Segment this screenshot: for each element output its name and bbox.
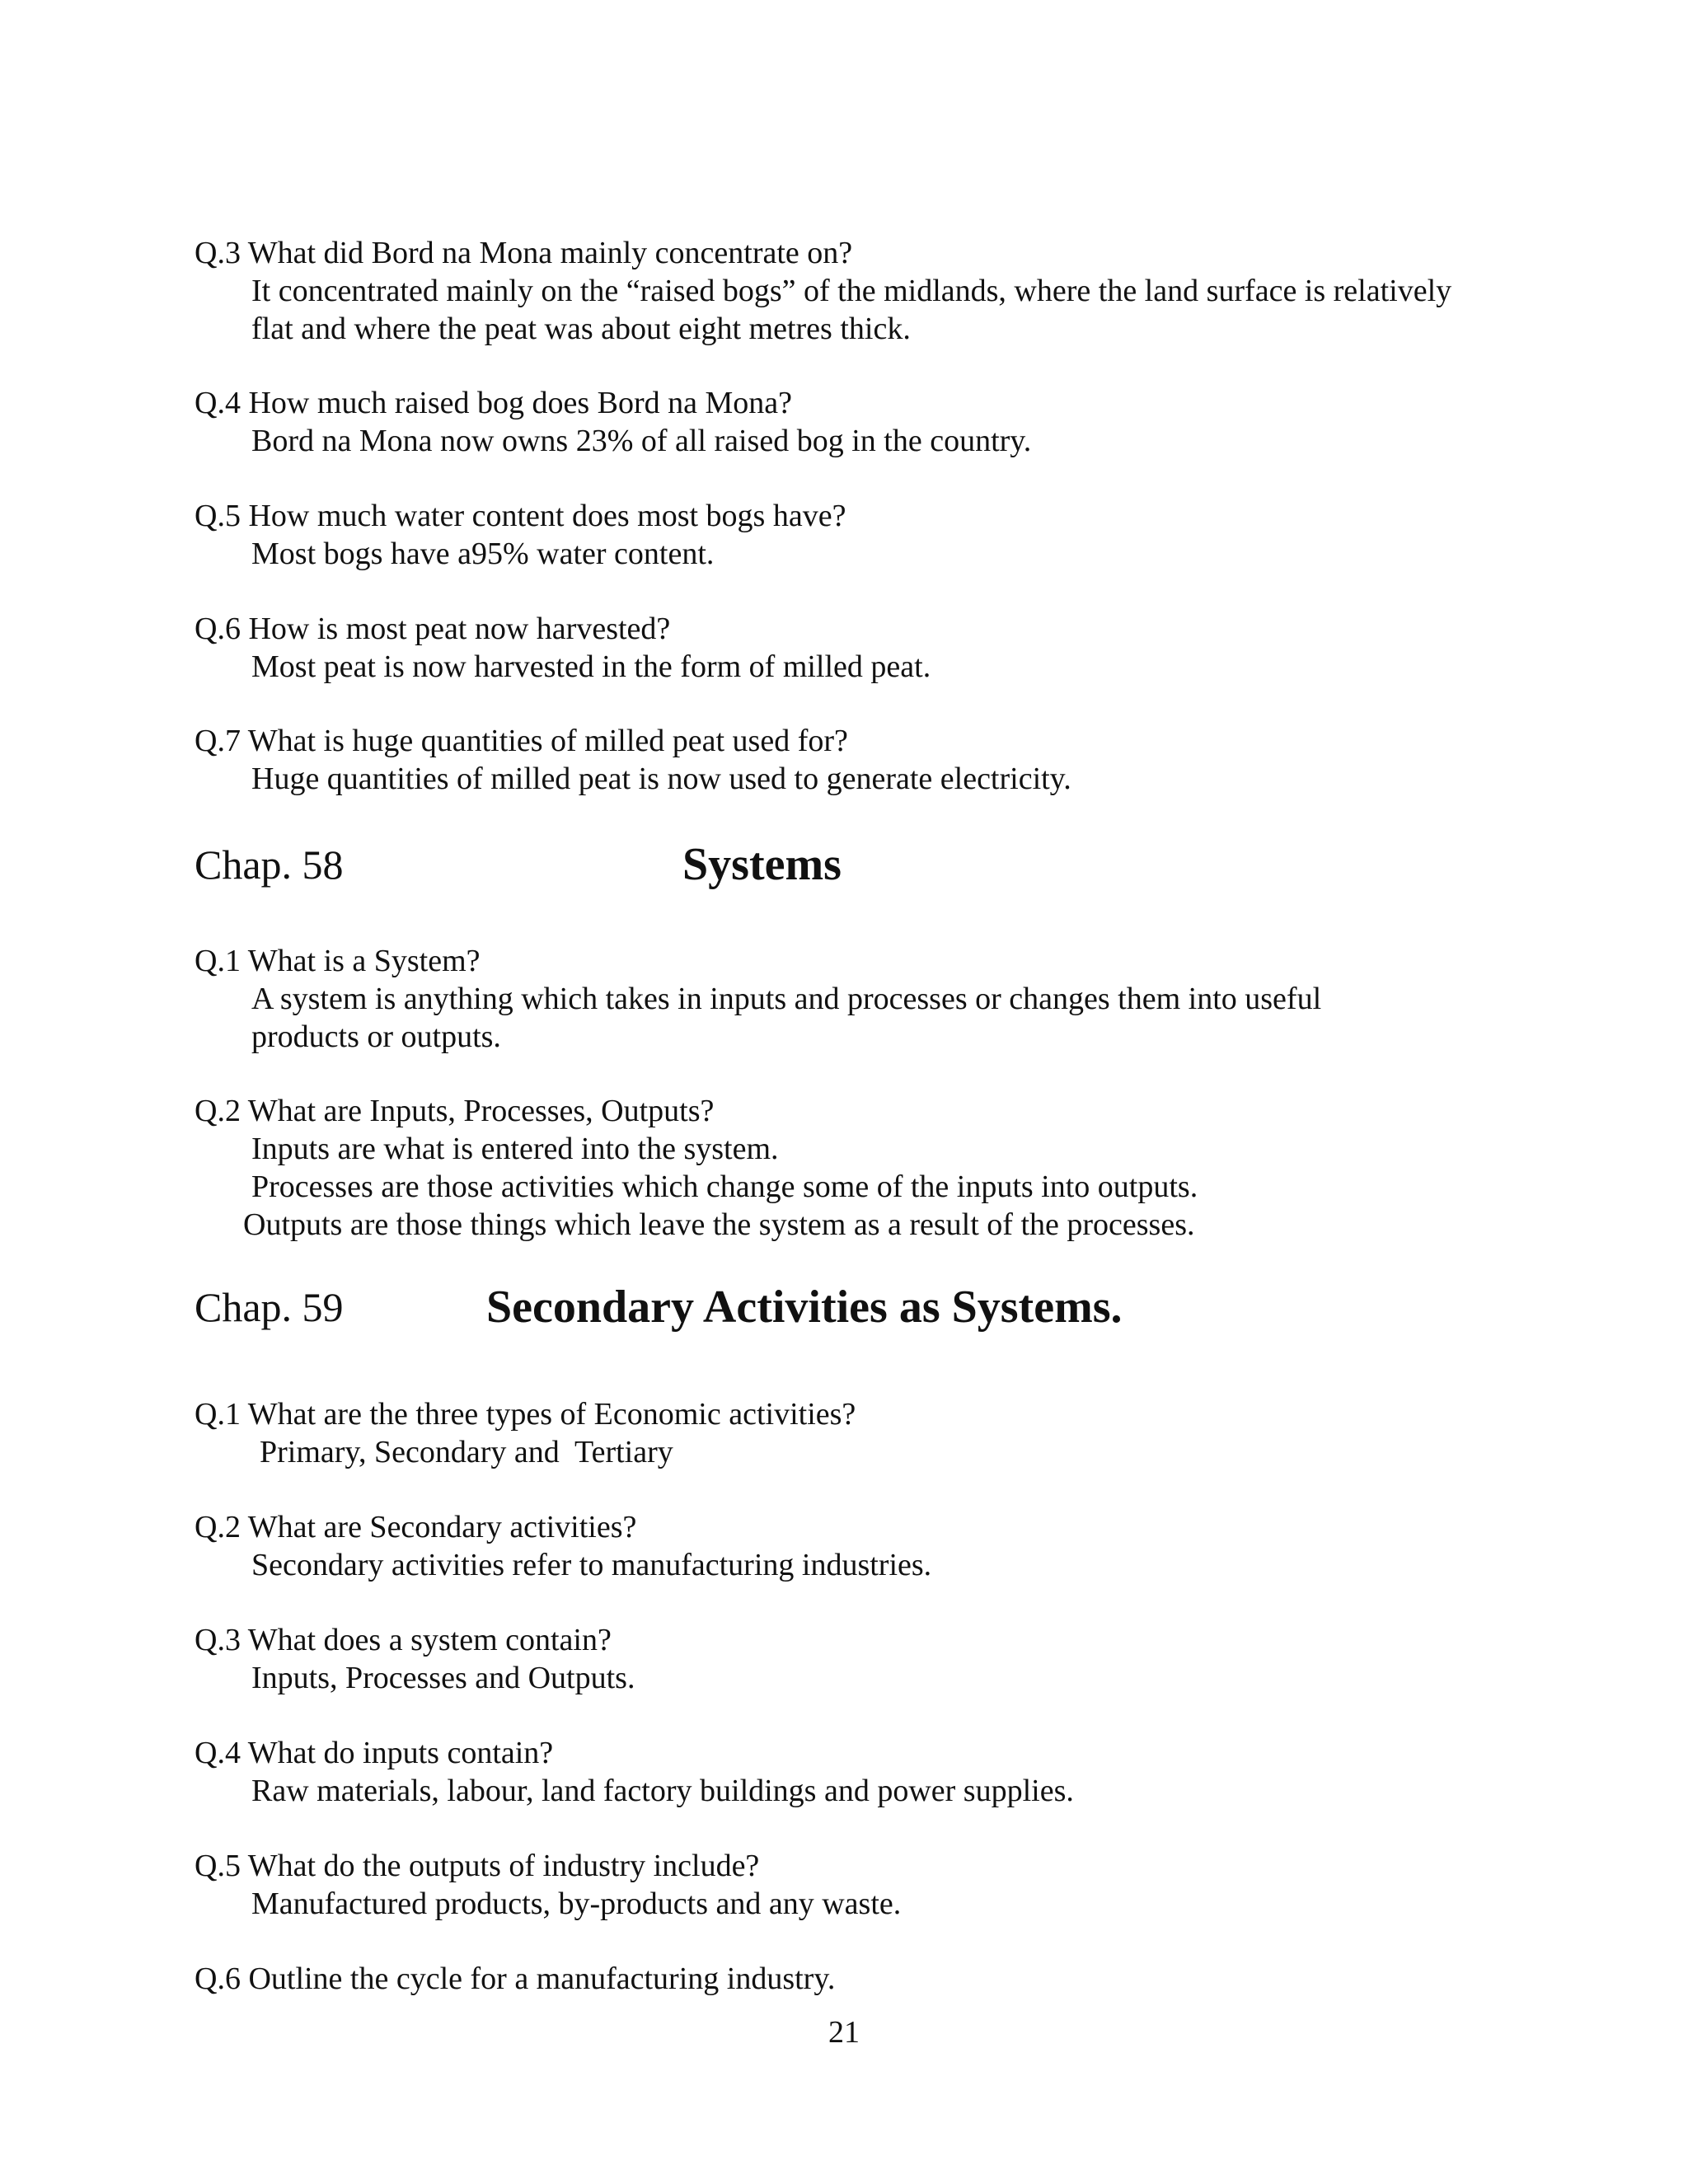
chapter-number: Chap. 58: [195, 841, 344, 888]
qa-chap58-q2: [195, 1092, 1546, 1244]
question: Q.2 What are Inputs, Processes, Outputs?: [195, 1094, 715, 1128]
question: Q.6 How is most peat now harvested?: [195, 612, 671, 646]
page-number: 21: [828, 2015, 860, 2050]
answer-line: A system is anything which takes in inputs and processes or changes them into useful: [251, 982, 1322, 1016]
answer-line: Inputs are what is entered into the system.: [251, 1132, 779, 1166]
question: Q.3 What does a system contain?: [195, 1623, 612, 1657]
answer-line: Secondary activities refer to manufacturing industries.: [251, 1548, 932, 1582]
qa-peat-q6: [195, 610, 1546, 686]
chapter-heading-58: [195, 836, 1546, 893]
answer-line: Most peat is now harvested in the form of milled peat.: [251, 649, 931, 684]
answer-line: Huge quantities of milled peat is now used to generate electricity.: [251, 762, 1071, 796]
qa-chap59-q4: [195, 1734, 1546, 1810]
question: Q.4 How much raised bog does Bord na Mona?: [195, 386, 793, 420]
answer-line: flat and where the peat was about eight metres thick.: [251, 312, 911, 346]
qa-peat-q7: [195, 722, 1546, 798]
answer-line: products or outputs.: [251, 1019, 501, 1054]
question: Q.6 Outline the cycle for a manufacturing industry.: [195, 1961, 836, 1996]
answer-line: Most bogs have a95% water content.: [251, 537, 715, 571]
answer-line: Primary, Secondary and Tertiary: [260, 1435, 673, 1469]
answer-line: Manufactured products, by-products and any waste.: [251, 1886, 902, 1921]
answer-line: Outputs are those things which leave the system as a result of the processes.: [243, 1207, 1195, 1242]
answer-line: Inputs, Processes and Outputs.: [251, 1661, 635, 1695]
answer-line: Raw materials, labour, land factory buildings and power supplies.: [251, 1774, 1074, 1808]
answer-line: Bord na Mona now owns 23% of all raised bog in the country.: [251, 424, 1032, 458]
question: Q.2 What are Secondary activities?: [195, 1510, 637, 1544]
answer-line: It concentrated mainly on the “raised bogs” of the midlands, where the land surface is relatively: [251, 274, 1452, 308]
qa-chap59-q1: [195, 1395, 1546, 1471]
qa-chap59-q3: [195, 1621, 1546, 1697]
qa-peat-q4: [195, 384, 1546, 460]
qa-chap59-q2: [195, 1508, 1546, 1584]
chapter-title: Systems: [682, 839, 842, 890]
question: Q.7 What is huge quantities of milled peat used for?: [195, 724, 848, 758]
chapter-number: Chap. 59: [195, 1284, 344, 1330]
qa-peat-q5: [195, 497, 1546, 573]
qa-chap58-q1: [195, 942, 1546, 1056]
question: Q.5 What do the outputs of industry include?: [195, 1849, 760, 1883]
question: Q.1 What are the three types of Economic activities?: [195, 1397, 856, 1432]
chapter-heading-59: [195, 1278, 1546, 1336]
qa-peat-q3: [195, 234, 1546, 348]
question: Q.5 How much water content does most bogs have?: [195, 499, 846, 533]
question: Q.3 What did Bord na Mona mainly concentrate on?: [195, 236, 853, 270]
qa-chap59-q5: [195, 1847, 1546, 1923]
question: Q.4 What do inputs contain?: [195, 1736, 554, 1770]
qa-chap59-q6: [195, 1960, 1546, 1998]
chapter-title: Secondary Activities as Systems.: [486, 1282, 1123, 1333]
answer-line: Processes are those activities which change some of the inputs into outputs.: [251, 1169, 1198, 1204]
question: Q.1 What is a System?: [195, 944, 481, 978]
